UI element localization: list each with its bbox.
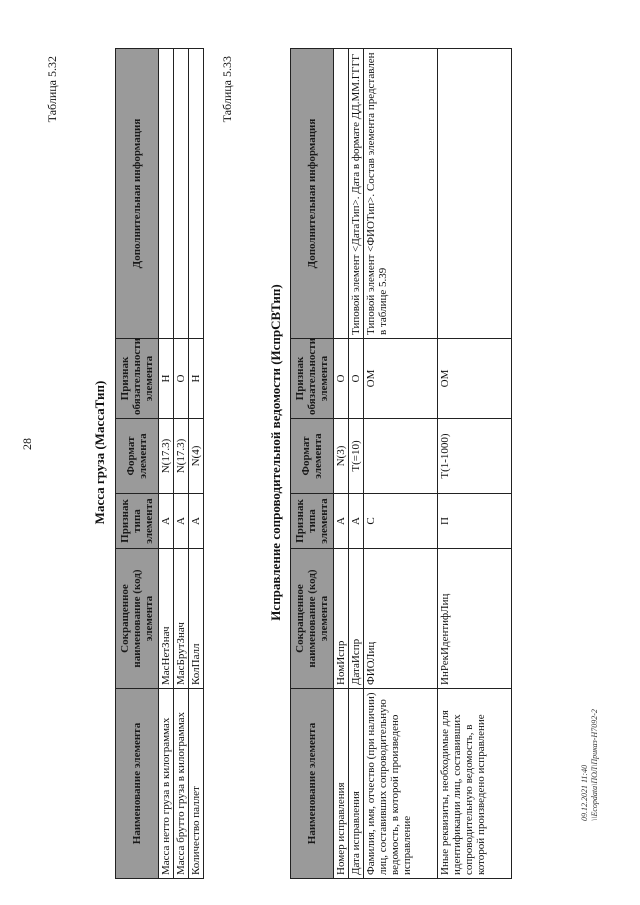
table-cell: ОМ [364,339,438,419]
table-title: Исправление сопроводительной ведомости (ИспрСВТип) [268,284,283,621]
table-cell: Дата исправления [349,689,364,879]
table-cell: ОМ [438,339,512,419]
column-header: Признак обязательности элемента [291,339,334,419]
table-row [438,49,512,879]
column-header: Дополнительная информация [116,49,159,339]
table-header-row [291,49,334,879]
table-label: Таблица 5.33 [220,56,234,123]
table-cell: ДатаИспр [349,549,364,689]
table-cell [174,49,189,339]
table-cell: КолПалл [189,549,204,689]
column-header: Признак типа элемента [116,494,159,549]
table-cell: Иные реквизиты, необходимые для идентификации лиц, составивших сопроводительную ведомость, в которой произведено исправление [438,689,512,879]
table-cell [334,49,349,339]
table-row [159,49,174,879]
table-cell: А [189,494,204,549]
table-cell: А [334,494,349,549]
table-row [349,49,364,879]
table-row [189,49,204,879]
page-number: 28 [20,438,34,450]
column-header: Формат элемента [116,419,159,494]
table-cell [189,49,204,339]
table-cell: Масса нетто груза в килограммах [159,689,174,879]
table-cell: А [174,494,189,549]
table-cell: ФИОЛиц [364,549,438,689]
table-cell: Типовой элемент <ДатаТип>. Дата в формате ДД.ММ.ГГГГ [349,49,364,339]
column-header: Формат элемента [291,419,334,494]
table-label: Таблица 5.32 [45,56,59,123]
cargo-mass-table [115,48,204,879]
column-header: Наименование элемента [116,689,159,879]
table-title: Масса груза (МассаТип) [92,380,107,525]
table-cell: С [364,494,438,549]
table-cell: T(1-1000) [438,419,512,494]
table-cell: N(4) [189,419,204,494]
column-header: Сокращенное наименование (код) элемента [116,549,159,689]
table-cell: О [174,339,189,419]
table-cell: О [334,339,349,419]
table-row [174,49,189,879]
table-cell: П [438,494,512,549]
table-row [334,49,349,879]
table-cell: Фамилия, имя, отчество (при наличии) лиц, составивших сопроводительную ведомость, в которой произведено исправление [364,689,438,879]
table-cell: Масса брутто груза в килограммах [174,689,189,879]
table-cell: T(=10) [349,419,364,494]
correction-table [290,48,512,879]
table-cell [438,49,512,339]
table-cell: Количество паллет [189,689,204,879]
table-cell: МасБрутЗнач [174,549,189,689]
footer-timestamp: 09.12.2021 11:40 [580,764,589,821]
column-header: Дополнительная информация [291,49,334,339]
table-cell: А [349,494,364,549]
table-cell: ИнРекИдентифЛиц [438,549,512,689]
table-cell: Н [159,339,174,419]
column-header: Сокращенное наименование (код) элемента [291,549,334,689]
table-cell: МасНетЗнач [159,549,174,689]
table-header-row [116,49,159,879]
table-cell: N(17.3) [174,419,189,494]
footer-file-path: \\Ecopdata\ПОЛ\Приказ-Н7092-2 [590,709,599,821]
column-header: Признак обязательности элемента [116,339,159,419]
table-cell: НомИспр [334,549,349,689]
table-cell: А [159,494,174,549]
table-cell [159,49,174,339]
column-header: Наименование элемента [291,689,334,879]
table-cell: N(3) [334,419,349,494]
table-row [364,49,438,879]
document-footer [580,709,600,821]
table-cell: Номер исправления [334,689,349,879]
table-cell: О [349,339,364,419]
table-cell [364,419,438,494]
table-cell: N(17.3) [159,419,174,494]
table-cell: Н [189,339,204,419]
column-header: Признак типа элемента [291,494,334,549]
table-cell: Типовой элемент <ФИОТип>. Состав элемента представлен в таблице 5.39 [364,49,438,339]
